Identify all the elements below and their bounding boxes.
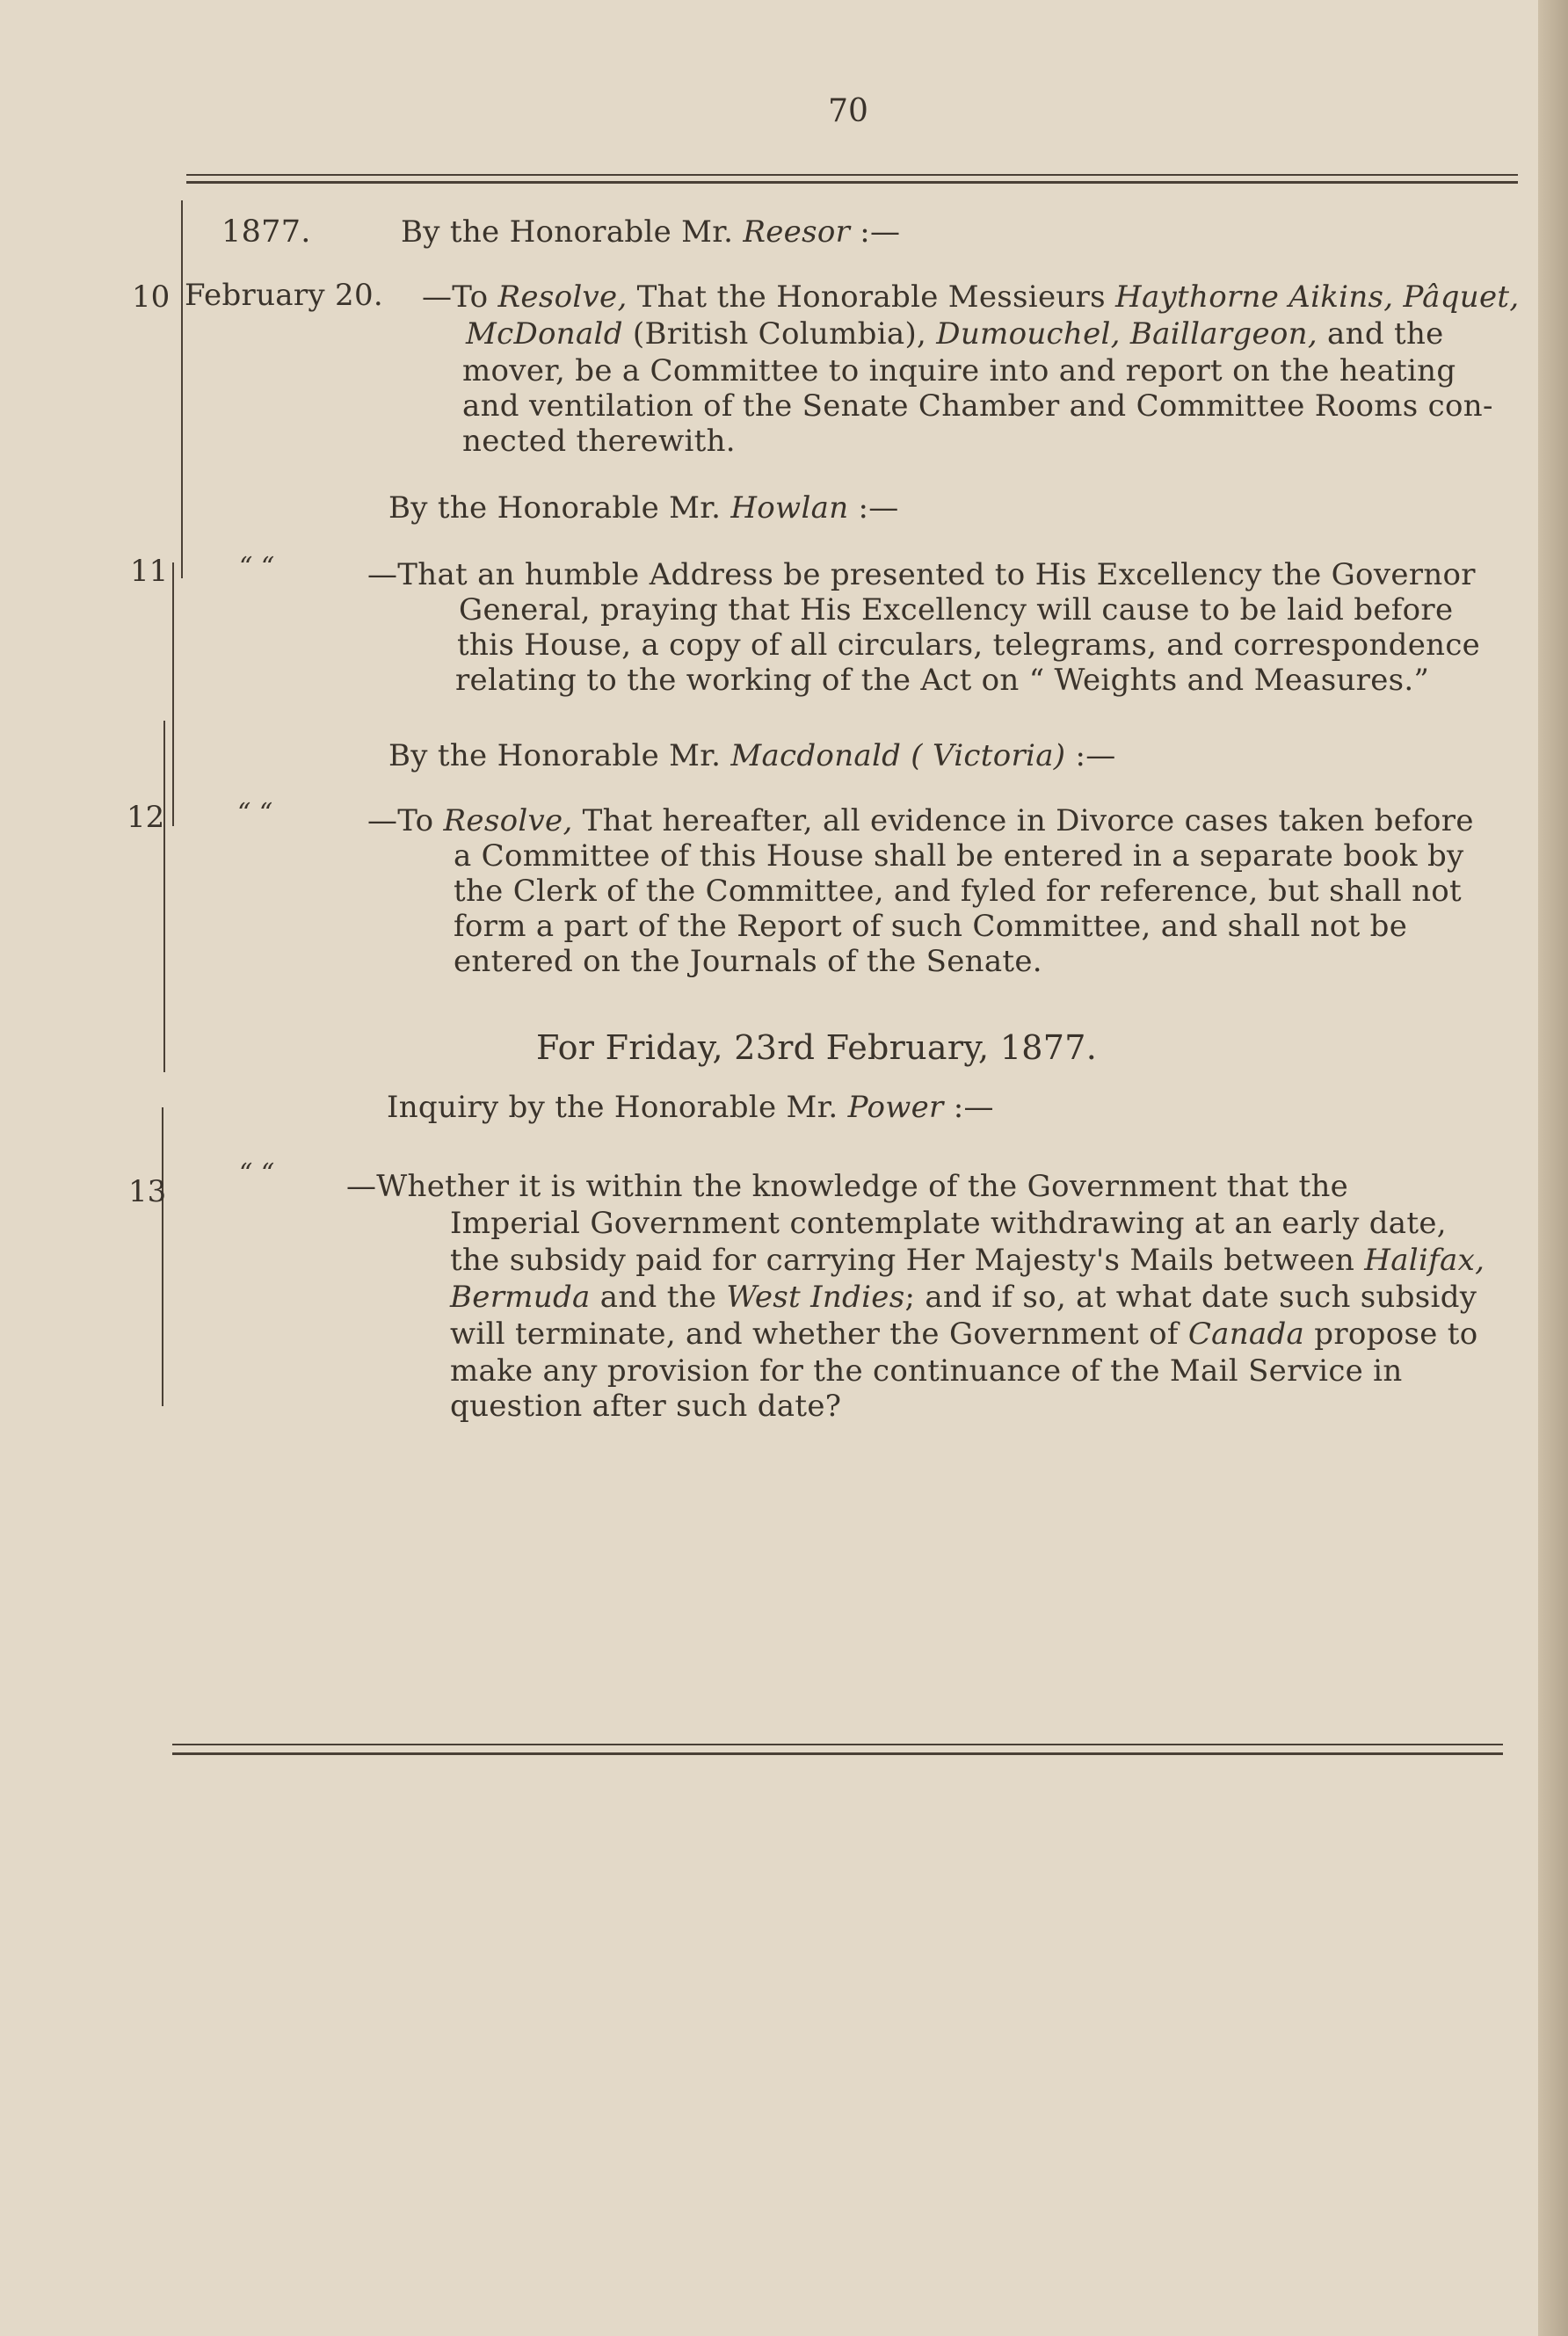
entry-date: February 20. xyxy=(185,278,383,313)
entry-number-10: 10 xyxy=(132,279,171,315)
margin-rule-4 xyxy=(162,1107,163,1406)
entry-number-12: 12 xyxy=(127,800,165,835)
inquiry-line-5: will terminate, and whether the Government of Canada propose to xyxy=(450,1317,1478,1352)
friday-heading: For Friday, 23rd February, 1877. xyxy=(536,1028,1098,1067)
heading-reesor: By the Honorable Mr. Reesor :— xyxy=(401,214,901,250)
heading-macdonald: By the Honorable Mr. Macdonald ( Victoria) :— xyxy=(388,738,1116,773)
inquiry-line-4: Bermuda and the West Indies; and if so, at what date such subsidy xyxy=(450,1280,1477,1315)
entry-number-11: 11 xyxy=(130,554,169,589)
margin-rule-3 xyxy=(163,721,165,1072)
entry-10-line-3: mover, be a Committee to inquire into and report on the heating xyxy=(462,353,1456,388)
entry-12-line-4: form a part of the Report of such Committee, and shall not be xyxy=(454,909,1408,944)
bottom-rule-2 xyxy=(172,1752,1503,1755)
entry-11-line-3: this House, a copy of all circulars, telegrams, and correspondence xyxy=(457,628,1481,663)
entry-number-13: 13 xyxy=(128,1174,167,1209)
ditto-marks-12: “ “ xyxy=(237,798,273,829)
year: 1877. xyxy=(221,214,311,250)
inquiry-line-6: make any provision for the continuance of the Mail Service in xyxy=(450,1353,1403,1389)
page-edge xyxy=(1538,0,1568,2336)
entry-11-line-2: General, praying that His Excellency will cause to be laid before xyxy=(459,592,1454,628)
entry-12-line-5: entered on the Journals of the Senate. xyxy=(454,944,1042,979)
top-rule xyxy=(186,174,1518,176)
bottom-rule xyxy=(172,1744,1503,1745)
ditto-marks-13: “ “ xyxy=(239,1158,275,1189)
margin-rule-1 xyxy=(181,200,183,578)
inquiry-line-3: the subsidy paid for carrying Her Majesty's Mails between Halifax, xyxy=(450,1243,1485,1278)
entry-12-line-2: a Committee of this House shall be entered in a separate book by xyxy=(454,838,1464,874)
entry-10-line-2: McDonald (British Columbia), Dumouchel, Baillargeon, and the xyxy=(466,316,1444,352)
entry-12-line-3: the Clerk of the Committee, and fyled for reference, but shall not xyxy=(454,874,1463,909)
inquiry-line-7: question after such date? xyxy=(450,1389,842,1424)
margin-rule-2 xyxy=(172,562,174,826)
ditto-marks-11: “ “ xyxy=(239,552,275,583)
entry-10-line-4: and ventilation of the Senate Chamber and Committee Rooms con- xyxy=(462,388,1493,424)
inquiry-line-1: —Whether it is within the knowledge of the Government that the xyxy=(346,1169,1349,1204)
top-rule-2 xyxy=(186,181,1518,184)
entry-11-line-4: relating to the working of the Act on “ Weights and Measures.” xyxy=(455,663,1430,698)
entry-12-line-1: —To Resolve, That hereafter, all evidence in Divorce cases taken before xyxy=(367,803,1474,838)
page-number: 70 xyxy=(828,93,868,129)
inquiry-line-2: Imperial Government contemplate withdrawing at an early date, xyxy=(450,1206,1447,1241)
entry-10-line-5: nected therewith. xyxy=(462,424,736,459)
entry-11-line-1: —That an humble Address be presented to His Excellency the Governor xyxy=(367,557,1476,592)
heading-howlan: By the Honorable Mr. Howlan :— xyxy=(388,490,899,526)
heading-power: Inquiry by the Honorable Mr. Power :— xyxy=(387,1090,994,1125)
entry-10-line-1: —To Resolve, That the Honorable Messieurs Haythorne Aikins, Pâquet, xyxy=(422,279,1520,315)
